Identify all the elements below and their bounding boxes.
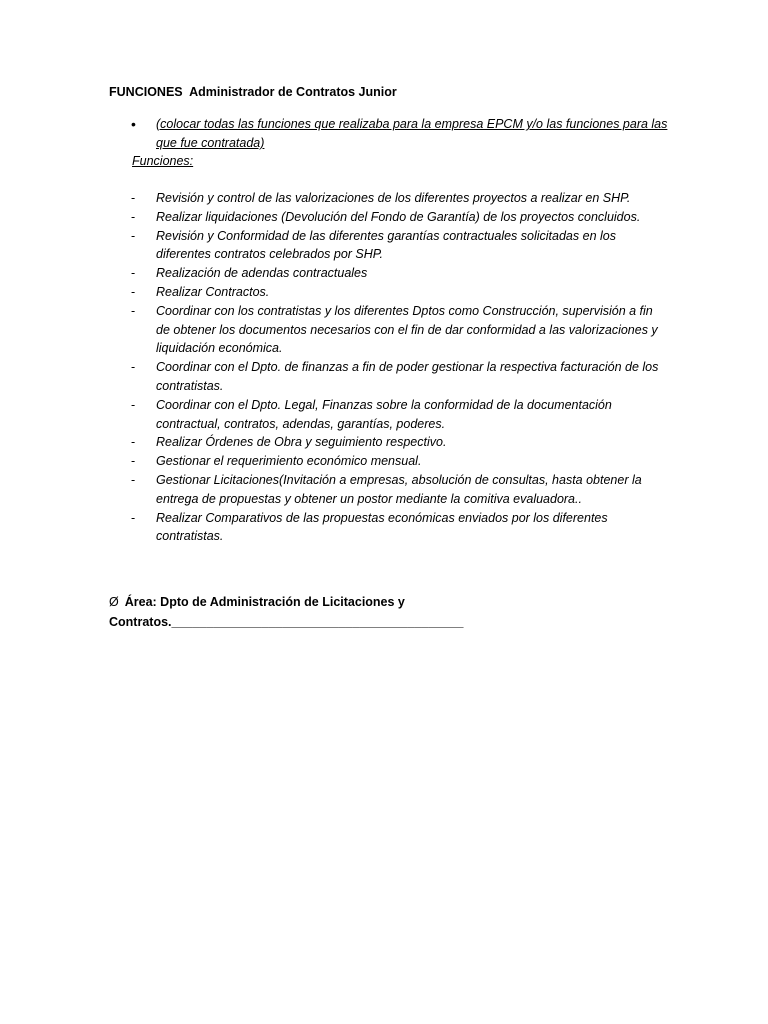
instruction-bullet <box>131 115 671 153</box>
function-item <box>131 396 661 434</box>
function-text: Realizar Contractos. <box>156 284 270 299</box>
dash-marker: - <box>131 266 136 281</box>
function-text: Coordinar con los contratistas y los diferentes Dptos como Construcción, supervisión a fin de obtener los documentos necesarios con el fin de dar conformidad a las valorizaciones y liquidación económica. <box>156 303 658 356</box>
dash-marker: - <box>131 191 136 205</box>
dash-marker: - <box>131 360 136 375</box>
empty-set-icon: Ø <box>109 595 119 609</box>
dash-marker: - <box>131 454 136 469</box>
function-text: Coordinar con el Dpto. Legal, Finanzas sobre la conformidad de la documentación contractual, contratos, adendas, garantías, poderes. <box>156 397 612 431</box>
function-item <box>131 433 661 452</box>
function-text: Realizar Comparativos de las propuestas económicas enviados por los diferentes contratistas. <box>156 510 608 544</box>
instruction-text: (colocar todas las funciones que realizaba para la empresa EPCM y/o las funciones para las que fue contratada) <box>156 117 668 150</box>
function-text: Revisión y control de las valorizaciones de los diferentes proyectos a realizar en SHP. <box>156 191 631 205</box>
function-text: Revisión y Conformidad de las diferentes garantías contractuales solicitadas en los diferentes contratos celebrados por SHP. <box>156 228 616 262</box>
function-item <box>131 227 661 265</box>
function-item <box>131 189 661 208</box>
area-text: Área: Dpto de Administración de Licitaciones y Contratos.__________________________________________ <box>109 595 464 629</box>
dash-marker: - <box>131 209 136 224</box>
dash-marker: - <box>131 435 136 450</box>
area-section <box>109 592 469 632</box>
function-text: Realización de adendas contractuales <box>156 266 368 281</box>
functions-list <box>131 189 661 546</box>
functions-label: Funciones: <box>132 154 194 168</box>
function-item <box>131 471 661 509</box>
function-item <box>131 509 661 547</box>
dash-marker: - <box>131 397 136 412</box>
dash-marker: - <box>131 228 136 243</box>
document-title: FUNCIONES Administrador de Contratos Junior <box>109 85 397 99</box>
function-text: Coordinar con el Dpto. de finanzas a fin de poder gestionar la respectiva facturación de los contratistas. <box>156 360 659 393</box>
dash-marker: - <box>131 303 136 318</box>
dash-marker: - <box>131 472 136 487</box>
function-item <box>131 452 661 471</box>
function-item <box>131 264 661 283</box>
function-item <box>131 208 661 227</box>
function-item <box>131 283 661 302</box>
dash-marker: - <box>131 284 136 299</box>
function-item <box>131 358 661 396</box>
function-item <box>131 302 661 358</box>
bullet-icon: • <box>131 116 136 132</box>
dash-marker: - <box>131 510 136 525</box>
instruction-row <box>131 115 671 153</box>
function-text: Realizar Órdenes de Obra y seguimiento respectivo. <box>156 435 447 450</box>
function-text: Gestionar Licitaciones(Invitación a empresas, absolución de consultas, hasta obtener la entrega de propuestas y obtener un postor mediante la comitiva evaluadora.. <box>156 472 642 506</box>
function-text: Gestionar el requerimiento económico mensual. <box>156 454 422 469</box>
function-text: Realizar liquidaciones (Devolución del Fondo de Garantía) de los proyectos concluidos. <box>156 209 641 224</box>
